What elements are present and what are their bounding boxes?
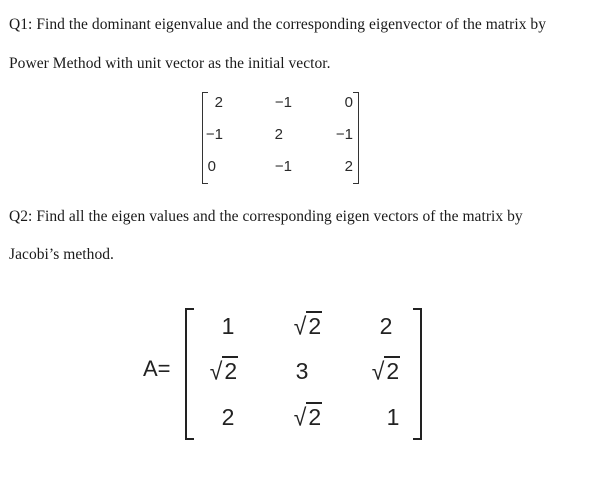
matrix-a-cell-r3c2: √2 [293,403,322,431]
matrix-a-cell-r2c2: 3 [295,358,309,384]
matrix-1-cell-r2c2: 2 [274,126,283,143]
question-1-text-line-1: Q1: Find the dominant eigenvalue and the corresponding eigenvector of the matrix by [9,16,547,33]
matrix-a-cell-r2c3: √2 [371,357,400,385]
matrix-a-label: A= [143,356,171,381]
matrix-a-cell-r2c1: √2 [209,357,238,385]
question-1-text-line-2: Power Method with unit vector as the initial vector. [9,55,331,72]
matrix-1-cell-r2c1: −1 [205,126,223,143]
matrix-a-cell-r1c1: 1 [221,313,235,339]
matrix-a-cell-r1c2: √2 [293,312,322,340]
matrix-a [143,306,433,442]
matrix-a-left-bracket [185,308,194,440]
question-2-text-line-1: Q2: Find all the eigen values and the corresponding eigen vectors of the matrix by [9,208,523,225]
matrix-1-cell-r3c2: −1 [274,158,292,175]
matrix-1 [202,92,359,184]
question-2-text-line-2: Jacobi’s method. [9,246,114,263]
matrix-1-cell-r1c2: −1 [274,94,292,111]
matrix-1-cell-r1c1: 2 [214,94,223,111]
matrix-1-cell-r3c3: 2 [344,158,353,175]
matrix-a-cell-r3c3: 1 [386,404,400,430]
matrix-1-cell-r3c1: 0 [207,158,216,175]
matrix-a-cell-r1c3: 2 [379,313,393,339]
matrix-a-cell-r3c1: 2 [221,404,235,430]
matrix-1-cell-r2c3: −1 [335,126,353,143]
matrix-1-cell-r1c3: 0 [344,94,353,111]
matrix-1-entries [202,92,359,184]
